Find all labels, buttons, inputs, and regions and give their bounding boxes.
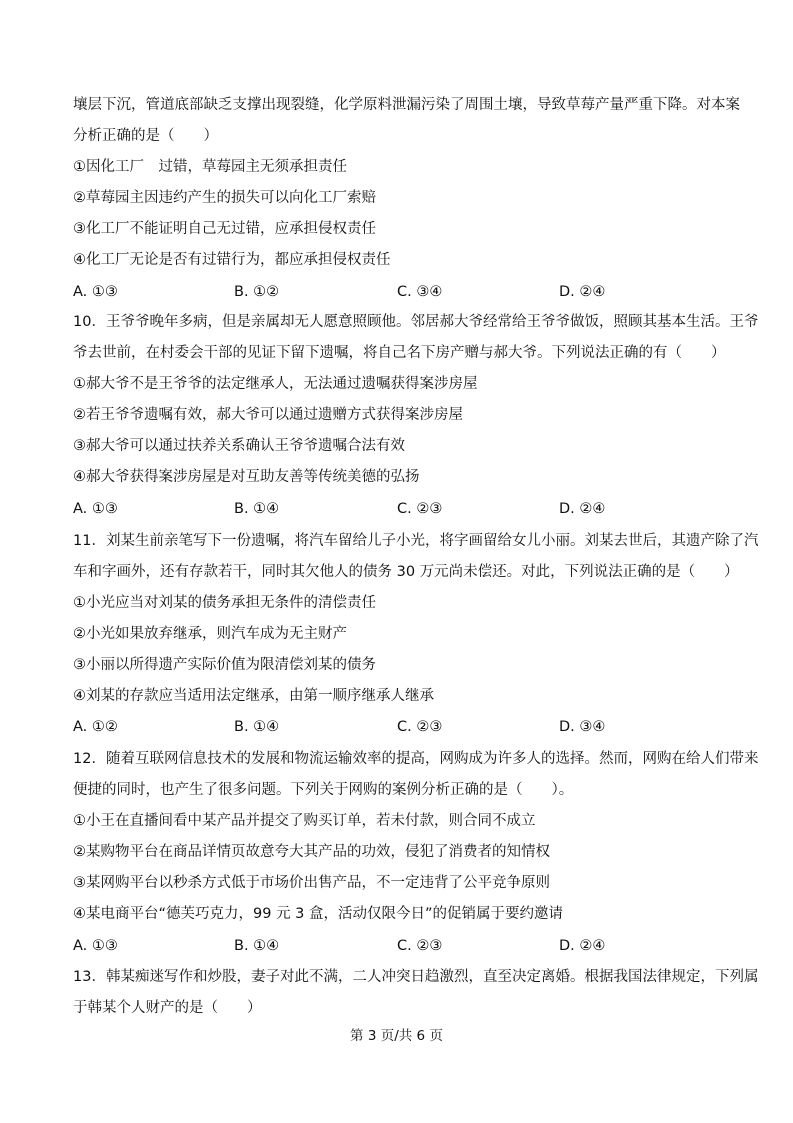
q10-statement-4: ④郝大爷获得案涉房屋是对互助友善等传统美德的弘扬: [73, 469, 420, 485]
q9-statement-3: ③化工厂不能证明自己无过错，应承担侵权责任: [73, 221, 376, 237]
q11-option-d: D. ③④: [559, 719, 606, 735]
q9-statement-2: ②草莓园主因违约产生的损失可以向化工厂索赔: [73, 190, 376, 206]
q12-stem-line-1: 12．随着互联网信息技术的发展和物流运输效率的提高，网购成为许多人的选择。然而，网购在给人们带来: [73, 751, 759, 767]
q13-stem-line-1: 13．韩某痴迷写作和炒股，妻子对此不满，二人冲突日趋激烈，直至决定离婚。根据我国法律规定，下列属: [73, 969, 759, 985]
q9-option-c: C. ③④: [397, 284, 443, 300]
q12-option-a: A. ①③: [73, 938, 118, 954]
q10-option-a: A. ①③: [73, 501, 118, 517]
q10-option-c: C. ②③: [397, 501, 443, 517]
q10-option-d: D. ②④: [559, 501, 606, 517]
q11-statement-1: ①小光应当对刘某的债务承担无条件的清偿责任: [73, 595, 376, 611]
q10-statement-2: ②若王爷爷遗嘱有效，郝大爷可以通过遗赠方式获得案涉房屋: [73, 407, 463, 423]
q12-option-c: C. ②③: [397, 938, 443, 954]
q11-statement-3: ③小丽以所得遗产实际价值为限清偿刘某的债务: [73, 657, 376, 673]
q10-stem-line-1: 10．王爷爷晚年多病，但是亲属却无人愿意照顾他。邻居郝大爷经常给王爷爷做饭，照顾其基本生活。王爷: [73, 314, 759, 330]
q10-stem-line-2: 爷去世前，在村委会干部的见证下留下遗嘱，将自己名下房产赠与郝大爷。下列说法正确的有（ ）: [73, 345, 726, 361]
q9-stem-line-2: 分析正确的是（ ）: [73, 128, 218, 144]
q11-statement-2: ②小光如果放弃继承，则汽车成为无主财产: [73, 626, 347, 642]
q11-option-a: A. ①②: [73, 719, 118, 735]
q9-option-b: B. ①②: [234, 284, 280, 300]
q12-statement-1: ①小王在直播间看中某产品并提交了购买订单，若未付款，则合同不成立: [73, 813, 536, 829]
q11-statement-4: ④刘某的存款应当适用法定继承，由第一顺序继承人继承: [73, 688, 434, 704]
q12-statement-2: ②某购物平台在商品详情页故意夸大其产品的功效，侵犯了消费者的知情权: [73, 844, 550, 860]
q12-option-d: D. ②④: [559, 938, 606, 954]
q9-option-a: A. ①③: [73, 284, 118, 300]
q11-stem-line-1: 11．刘某生前亲笔写下一份遗嘱，将汽车留给儿子小光，将字画留给女儿小丽。刘某去世后，其遗产除了汽: [73, 533, 759, 549]
q9-statement-4: ④化工厂无论是否有过错行为，都应承担侵权责任: [73, 252, 391, 268]
q9-statement-1: ①因化工厂 过错，草莓园主无须承担责任: [73, 159, 347, 175]
q10-option-b: B. ①④: [234, 501, 280, 517]
q11-option-b: B. ①④: [234, 719, 280, 735]
page-footer: 第 3 页/共 6 页: [350, 1028, 443, 1044]
q10-statement-3: ③郝大爷可以通过扶养关系确认王爷爷遗嘱合法有效: [73, 438, 405, 454]
q12-statement-4: ④某电商平台“德芙巧克力，99 元 3 盒，活动仅限今日”的促销属于要约邀请: [73, 906, 564, 922]
q10-statement-1: ①郝大爷不是王爷爷的法定继承人，无法通过遗嘱获得案涉房屋: [73, 376, 478, 392]
q13-stem-line-2: 于韩某个人财产的是（ ）: [73, 1000, 262, 1016]
q12-stem-line-2: 便捷的同时，也产生了很多问题。下列关于网购的案例分析正确的是（ ）。: [73, 782, 574, 798]
q9-option-d: D. ②④: [559, 284, 606, 300]
q9-stem-line-1: 壤层下沉，管道底部缺乏支撑出现裂缝，化学原料泄漏污染了周围土壤，导致草莓产量严重下降。对本案: [73, 97, 740, 113]
q12-statement-3: ③某网购平台以秒杀方式低于市场价出售产品，不一定违背了公平竞争原则: [73, 875, 550, 891]
q11-option-c: C. ②③: [397, 719, 443, 735]
q12-option-b: B. ①④: [234, 938, 280, 954]
q11-stem-line-2: 车和字画外，还有存款若干，同时其欠他人的债务 30 万元尚未偿还。对此，下列说法正确的是（ ）: [73, 564, 739, 580]
